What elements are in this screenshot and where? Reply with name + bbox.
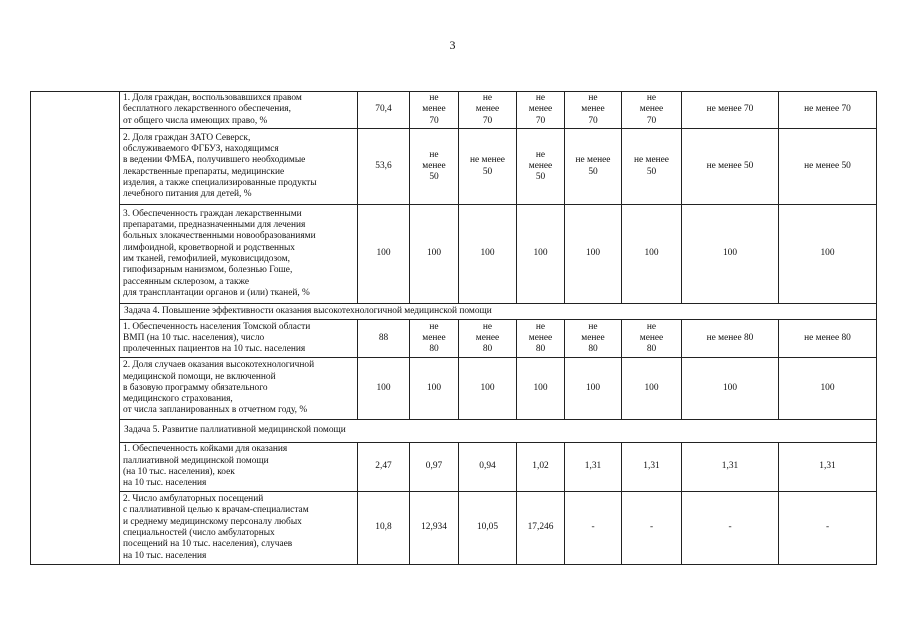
value-cell: 100 <box>682 205 779 304</box>
value-cell: 100 <box>779 205 877 304</box>
indicator-cell: 3. Обеспеченность граждан лекарственными препаратами, предназначенными для лечения больных злокачественными новообразованиями лимфоидной, кроветворной и родственных им тканей, гемофилией, муковисцидозом, гипофизарным нанизмом, болезнью Гоше, рассеянным склерозом, а также для трансплантации органов и (или) тканей, % <box>120 205 358 304</box>
value-cell: не менее 50 <box>565 129 622 205</box>
value-cell: 70,4 <box>358 92 410 129</box>
value-cell: не менее 70 <box>517 92 565 129</box>
value-cell: не менее 50 <box>517 129 565 205</box>
value-cell: 100 <box>459 358 517 420</box>
value-cell: не менее 70 <box>682 92 779 129</box>
value-cell: не менее 80 <box>517 320 565 358</box>
table-row <box>31 358 877 420</box>
value-cell: 0,94 <box>459 443 517 492</box>
table-row <box>31 129 877 205</box>
value-cell: не менее 70 <box>565 92 622 129</box>
indicator-cell: 2. Доля граждан ЗАТО Северск, обслуживаемого ФГБУЗ, находящимся в ведении ФМБА, получившего необходимые лекарственные препараты, медицинские изделия, а также специализированные продукты лечебного питания для детей, % <box>120 129 358 205</box>
indicator-cell: 2. Число амбулаторных посещений с паллиативной целью к врачам-специалистам и среднему медицинскому персоналу любых специальностей (число амбулаторных посещений на 10 тыс. населения), случаев на 10 тыс. населения <box>120 492 358 565</box>
value-cell: не менее 80 <box>410 320 459 358</box>
value-cell: не менее 70 <box>622 92 682 129</box>
table-row <box>31 320 877 358</box>
value-cell: 100 <box>410 205 459 304</box>
value-cell: - <box>682 492 779 565</box>
value-cell: 53,6 <box>358 129 410 205</box>
value-cell: не менее 80 <box>565 320 622 358</box>
value-cell: не менее 70 <box>410 92 459 129</box>
value-cell: 1,02 <box>517 443 565 492</box>
value-cell: - <box>565 492 622 565</box>
value-cell: 100 <box>622 358 682 420</box>
value-cell: 1,31 <box>779 443 877 492</box>
value-cell: не менее 70 <box>779 92 877 129</box>
value-cell: не менее 50 <box>622 129 682 205</box>
value-cell: 1,31 <box>682 443 779 492</box>
indicators-table <box>30 91 877 565</box>
value-cell: не менее 80 <box>779 320 877 358</box>
table-row <box>31 205 877 304</box>
value-cell: 1,31 <box>622 443 682 492</box>
indicator-cell: 1. Доля граждан, воспользовавшихся правом бесплатного лекарственного обеспечения, от общего числа имеющих право, % <box>120 92 358 129</box>
indicator-cell: 1. Обеспеченность койками для оказания паллиативной медицинской помощи (на 10 тыс. населения), коек на 10 тыс. населения <box>120 443 358 492</box>
value-cell: не менее 80 <box>682 320 779 358</box>
value-cell: 1,31 <box>565 443 622 492</box>
value-cell: 0,97 <box>410 443 459 492</box>
value-cell: 100 <box>459 205 517 304</box>
value-cell: 12,934 <box>410 492 459 565</box>
value-cell: не менее 70 <box>459 92 517 129</box>
task-5-heading: Задача 5. Развитие паллиативной медицинской помощи <box>120 420 877 443</box>
value-cell: 88 <box>358 320 410 358</box>
left-empty-column <box>31 92 120 565</box>
value-cell: 100 <box>517 205 565 304</box>
value-cell: 100 <box>517 358 565 420</box>
value-cell: 17,246 <box>517 492 565 565</box>
table-row <box>31 492 877 565</box>
table-row <box>31 92 877 129</box>
value-cell: 100 <box>622 205 682 304</box>
value-cell: 100 <box>358 358 410 420</box>
value-cell: 10,8 <box>358 492 410 565</box>
value-cell: - <box>779 492 877 565</box>
table-row <box>31 443 877 492</box>
value-cell: не менее 50 <box>410 129 459 205</box>
value-cell: 100 <box>565 358 622 420</box>
value-cell: 100 <box>358 205 410 304</box>
indicator-cell: 1. Обеспеченность населения Томской области ВМП (на 10 тыс. населения), число пролеченных пациентов на 10 тыс. населения <box>120 320 358 358</box>
value-cell: 100 <box>682 358 779 420</box>
value-cell: 10,05 <box>459 492 517 565</box>
value-cell: 100 <box>779 358 877 420</box>
value-cell: не менее 50 <box>779 129 877 205</box>
value-cell: не менее 80 <box>622 320 682 358</box>
value-cell: - <box>622 492 682 565</box>
value-cell: 100 <box>565 205 622 304</box>
task-4-heading: Задача 4. Повышение эффективности оказания высокотехнологичной медицинской помощи <box>120 304 877 320</box>
value-cell: не менее 50 <box>459 129 517 205</box>
task-row <box>31 420 877 443</box>
value-cell: 100 <box>410 358 459 420</box>
page-number: 3 <box>449 38 456 52</box>
value-cell: 2,47 <box>358 443 410 492</box>
value-cell: не менее 80 <box>459 320 517 358</box>
value-cell: не менее 50 <box>682 129 779 205</box>
indicator-cell: 2. Доля случаев оказания высокотехнологичной медицинской помощи, не включенной в базовую программу обязательного медицинского страхования, от числа запланированных в отчетном году, % <box>120 358 358 420</box>
task-row <box>31 304 877 320</box>
